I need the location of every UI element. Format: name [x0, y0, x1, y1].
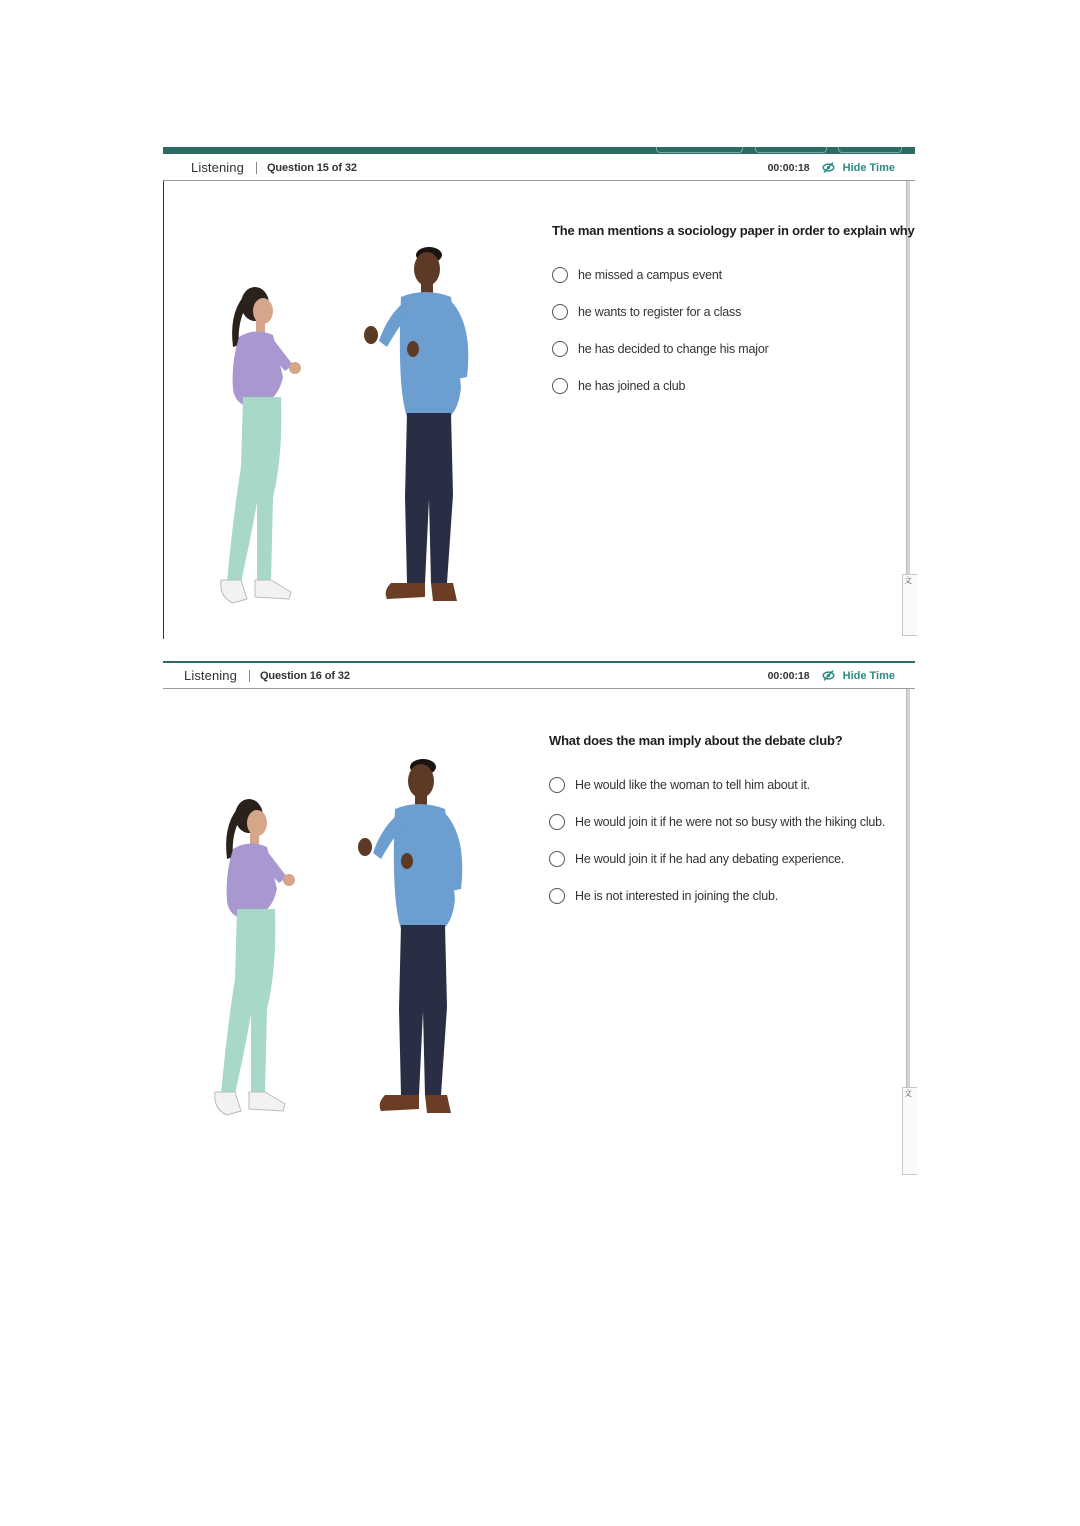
woman-figure [215, 799, 295, 1115]
hide-time-button[interactable]: Hide Time [842, 669, 895, 682]
radio-button[interactable] [549, 888, 565, 904]
option-label: He would like the woman to tell him about it. [575, 777, 810, 792]
section-title: Listening [184, 668, 237, 683]
answer-option[interactable] [549, 803, 885, 840]
side-translate-tab[interactable] [902, 1087, 917, 1175]
option-label: he has decided to change his major [578, 341, 769, 356]
test-screen-question-15 [163, 147, 915, 639]
toolbar-tab[interactable] [656, 147, 743, 153]
right-scrollbar[interactable] [906, 689, 910, 1087]
svg-text:文: 文 [904, 1089, 912, 1098]
question-counter: Question 16 of 32 [259, 669, 350, 682]
radio-button[interactable] [552, 267, 568, 283]
radio-button[interactable] [549, 814, 565, 830]
question-area [549, 733, 885, 914]
option-label: he has joined a club [578, 378, 686, 393]
translate-icon [904, 575, 916, 585]
translate-icon [904, 1088, 916, 1098]
hide-time-button[interactable]: Hide Time [842, 161, 895, 174]
question-area [552, 223, 915, 404]
test-screen-question-16 [163, 661, 915, 1174]
man-figure [358, 759, 462, 1113]
eye-slash-icon[interactable] [822, 161, 835, 174]
option-label: he wants to register for a class [578, 304, 742, 319]
option-label: He is not interested in joining the club. [575, 888, 779, 903]
radio-button[interactable] [549, 851, 565, 867]
question-text: The man mentions a sociology paper in order to explain why [552, 223, 915, 238]
eye-slash-icon[interactable] [822, 669, 835, 682]
option-label: He would join it if he had any debating experience. [575, 851, 845, 866]
question-text: What does the man imply about the debate club? [549, 733, 843, 748]
woman-figure [221, 287, 301, 603]
option-label: He would join it if he were not so busy with the hiking club. [575, 814, 886, 829]
toolbar-tab[interactable] [755, 147, 827, 153]
side-translate-tab[interactable] [902, 574, 917, 636]
option-label: he missed a campus event [578, 267, 722, 282]
answer-option[interactable] [549, 766, 885, 803]
header-divider [249, 670, 250, 682]
answer-option[interactable] [552, 293, 915, 330]
answer-option[interactable] [552, 330, 915, 367]
header-divider [256, 162, 257, 174]
answer-option[interactable] [549, 877, 885, 914]
radio-button[interactable] [552, 378, 568, 394]
section-title: Listening [191, 160, 244, 175]
svg-text:文: 文 [904, 576, 912, 585]
test-header [163, 663, 915, 689]
answer-option[interactable] [552, 256, 915, 293]
toolbar-tab[interactable] [838, 147, 902, 153]
timer: 00:00:18 [767, 161, 810, 174]
radio-button[interactable] [549, 777, 565, 793]
question-counter: Question 15 of 32 [266, 161, 357, 174]
answer-option[interactable] [552, 367, 915, 404]
radio-button[interactable] [552, 304, 568, 320]
conversation-illustration [211, 237, 491, 617]
answer-option[interactable] [549, 840, 885, 877]
radio-button[interactable] [552, 341, 568, 357]
window-top-bar [163, 147, 915, 154]
man-figure [364, 247, 468, 601]
timer: 00:00:18 [767, 669, 810, 682]
test-header [163, 155, 915, 181]
conversation-illustration [205, 749, 485, 1134]
left-frame-border [163, 181, 164, 639]
